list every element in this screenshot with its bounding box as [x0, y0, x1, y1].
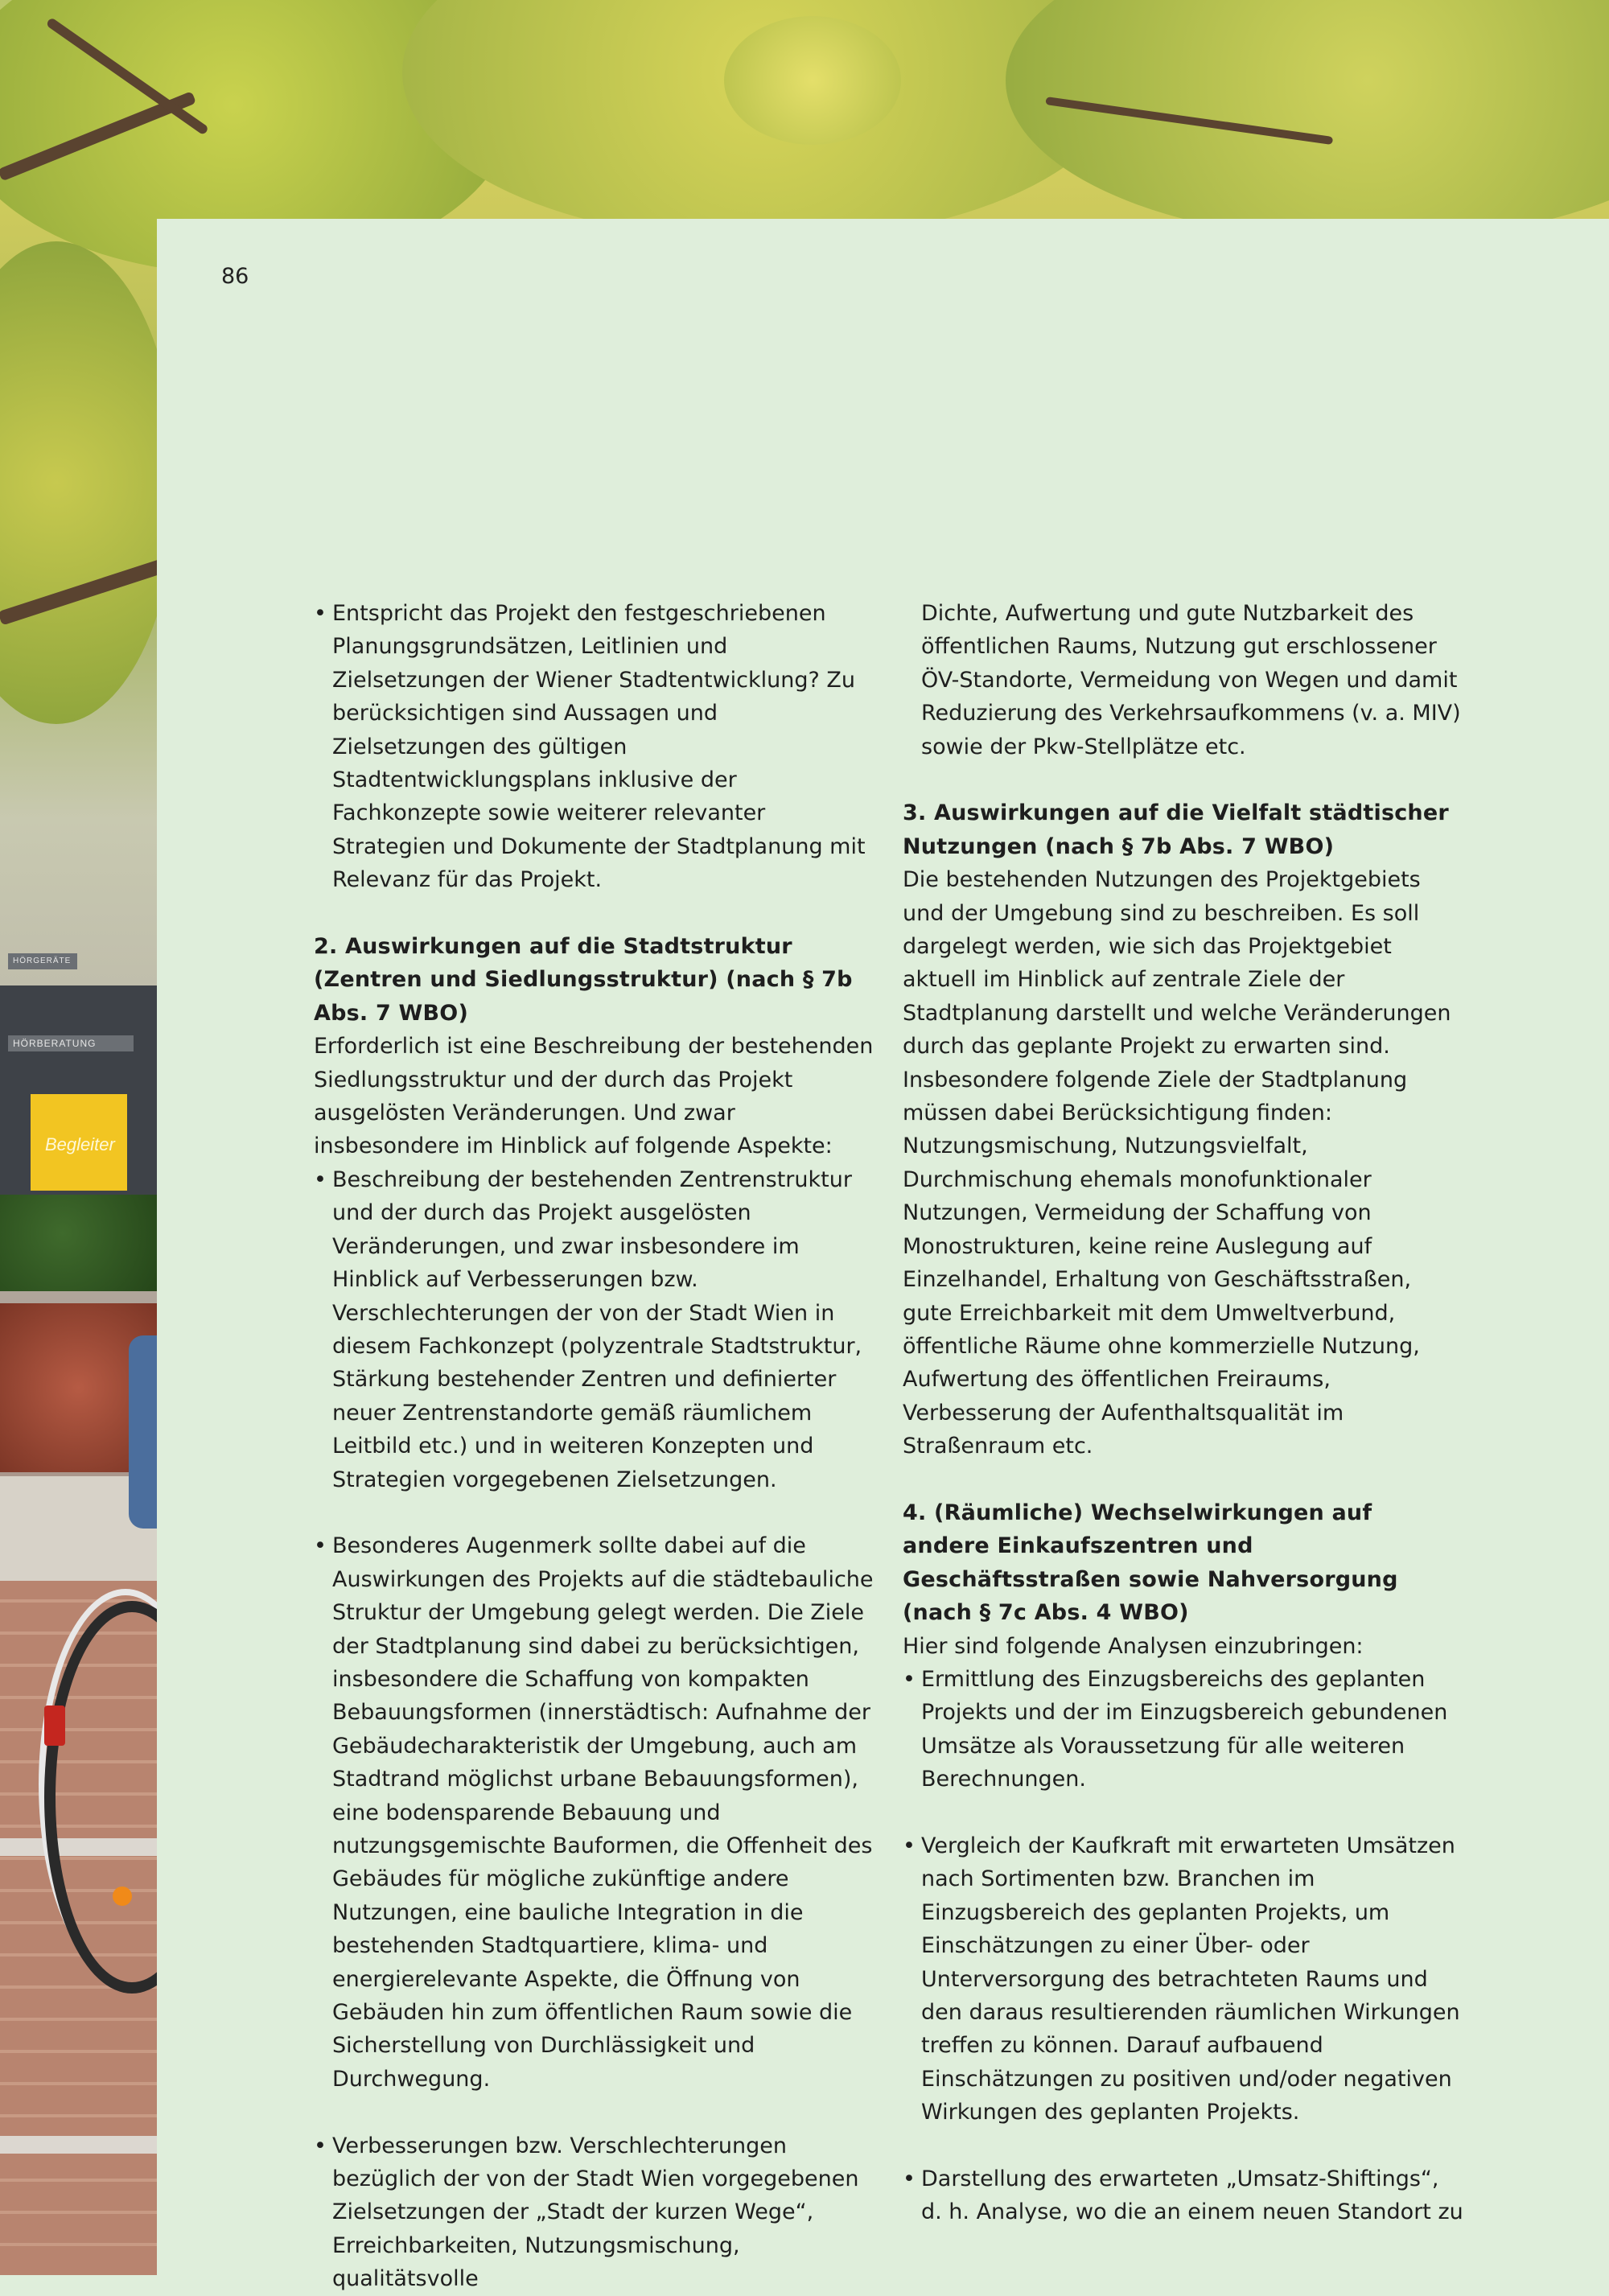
continuation-text: Dichte, Aufwertung und gute Nutzbarkeit des öffentlichen Raums, Nutzung gut erschlossener ÖV-Standorte, Vermeidung von Wegen und damit Reduzierung des Verkehrsaufkommens (v. a. MIV) sowie der Pkw-Stellplätze etc.	[921, 601, 1461, 759]
wheel-reflector	[113, 1887, 132, 1906]
storefront-sign: HÖRBERATUNG	[8, 1035, 134, 1051]
foliage	[0, 241, 177, 724]
left-column	[314, 597, 877, 2296]
foliage	[724, 16, 901, 145]
storefront-poster	[31, 1094, 127, 1191]
bullet-catchment-area: • Ermittlung des Einzugsbereichs des geplanten Projekts und der im Einzugsbereich gebundenen Umsätze als Voraussetzung für alle weiteren Berechnungen.	[903, 1663, 1466, 1796]
paragraph-section-2: Erforderlich ist eine Beschreibung der bestehenden Siedlungsstruktur und der durch das Projekt ausgelösten Veränderungen. Und zwar insbesondere im Hinblick auf folgende Aspekte:	[314, 1034, 874, 1159]
right-column	[903, 597, 1466, 2229]
bullet-short-distances: • Verbesserungen bzw. Verschlechterungen bezüglich der von der Stadt Wien vorgegebenen Zielsetzungen der „Stadt der kurzen Wege“, Erreichbarkeiten, Nutzungsmischung, qualitätsvolle	[314, 2129, 877, 2296]
bullet-urban-structure: • Besonderes Augenmerk sollte dabei auf die Auswirkungen des Projekts auf die städtebauliche Struktur der Umgebung gelegt werden. Die Ziele der Stadtplanung sind dabei zu berücksichtigen, insbesondere die Schaffung von kompakten Bebauungsformen (innerstädtisch: Aufnahme der Gebäudecharakteristik der Umgebung, auch am Stadtrand möglichst urbane Bebauungsformen), eine bodensparende Bebauung und nutzungsgemischte Bauformen, die Offenheit des Gebäudes für mögliche zukünftige andere Nutzungen, eine bauliche Integration in die bestehenden Stadtquartiere, klima- und energierelevante Aspekte, die Öffnung von Gebäuden hin zum öffentlichen Raum sowie die Sicherstellung von Durchlässigkeit und Durchwegung.	[314, 1529, 877, 2096]
hedge	[0, 1195, 157, 1291]
bullet-turnover-shifting: • Darstellung des erwarteten „Umsatz-Shiftings“, d. h. Analyse, wo die an einem neuen Standort zu	[903, 2162, 1466, 2229]
heading-section-2: 2. Auswirkungen auf die Stadtstruktur (Zentren und Siedlungsstruktur) (nach § 7b Abs. 7 WBO)	[314, 934, 853, 1026]
paragraph-section-4: Hier sind folgende Analysen einzubringen:	[903, 1633, 1364, 1659]
paragraph-section-3: Die bestehenden Nutzungen des Projektgebiets und der Umgebung sind zu beschreiben. Es soll dargelegt werden, wie sich das Projektgebiet aktuell im Hinblick auf zentrale Ziele der Stadtplanung darstellt und welche Veränderungen durch das geplante Projekt zu erwarten sind. Insbesondere folgende Ziele der Stadtplanung müssen dabei Berücksichtigung finden: Nutzungsmischung, Nutzungsvielfalt, Durchmischung ehemals monofunktionaler Nutzungen, Vermeidung der Schaffung von Monostrukturen, keine reine Auslegung auf Einzelhandel, Erhaltung von Geschäftsstraßen, gute Erreichbarkeit mit dem Umweltverbund, öffentliche Räume ohne kommerzielle Nutzung, Aufwertung des öffentlichen Freiraums, Verbesserung der Aufenthaltsqualität im Straßenraum etc.	[903, 867, 1451, 1459]
poster-text: Begleiter	[45, 1134, 115, 1154]
bullet-purchasing-power: • Vergleich der Kaufkraft mit erwarteten Umsätzen nach Sortimenten bzw. Branchen im Einzugsbereich des geplanten Projekts, um Einschätzungen zu einer Über- oder Unterversorgung des betrachteten Raums und den daraus resultierenden räumlichen Wirkungen treffen zu können. Darauf aufbauend Einschätzungen zu positiven und/oder negativen Wirkungen des geplanten Projekts.	[903, 1829, 1466, 2129]
heading-section-4: 4. (Räumliche) Wechselwirkungen auf andere Einkaufszentren und Geschäftsstraßen sowie Nahversorgung (nach § 7c Abs. 4 WBO)	[903, 1500, 1398, 1626]
storefront	[0, 957, 157, 1195]
bullet-centre-structure: • Beschreibung der bestehenden Zentrenstruktur und der durch das Projekt ausgelösten Veränderungen, und zwar insbesondere im Hinblick auf Verbesserungen bzw. Verschlechterungen der von der Stadt Wien in diesem Fachkonzept (polyzentrale Stadtstruktur, Stärkung bestehender Zentren und definierter neuer Zentrenstandorte gemäß räumlichem Leitbild etc.) und in weiteren Konzepten und Strategien vorgegebenen Zielsetzungen.	[314, 1163, 877, 1496]
pavement-stripe	[0, 2136, 157, 2154]
storefront-small-sign: HÖRGERÄTE	[8, 953, 77, 969]
heading-section-3: 3. Auswirkungen auf die Vielfalt städtischer Nutzungen (nach § 7b Abs. 7 WBO)	[903, 800, 1449, 859]
page-number: 86	[221, 264, 249, 289]
bicycle-reflector	[44, 1706, 65, 1746]
person-legs	[129, 1335, 161, 1529]
foliage	[1006, 0, 1609, 241]
bullet-planning-principles: • Entspricht das Projekt den festgeschriebenen Planungsgrundsätzen, Leitlinien und Zielsetzungen der Wiener Stadtentwicklung? Zu berücksichtigen sind Aussagen und Zielsetzungen des gültigen Stadtentwicklungsplans inklusive der Fachkonzepte sowie weiterer relevanter Strategien und Dokumente der Stadtplanung mit Relevanz für das Projekt.	[314, 597, 877, 897]
